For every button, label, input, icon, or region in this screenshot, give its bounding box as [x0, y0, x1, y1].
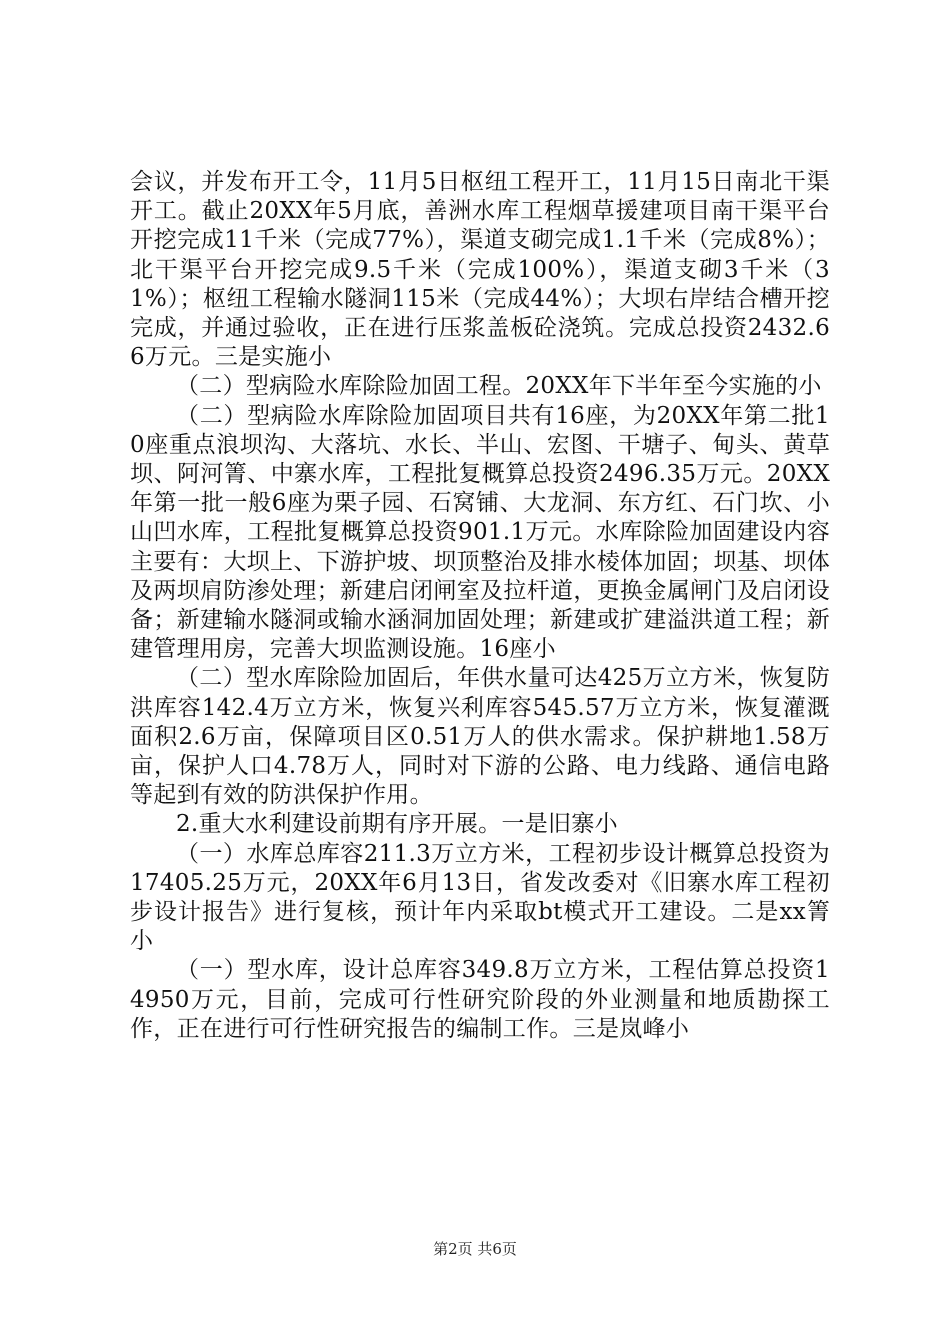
paragraph: （二）型病险水库除险加固项目共有16座，为20XX年第二批10座重点浪坝沟、大落坑、水长、半山、宏图、干塘子、甸头、黄草坝、阿河箐、中寨水库，工程批复概算总投资2496.35万元。20XX年第一批一般6座为栗子园、石窝铺、大龙洞、东方红、石门坎、小山凹水库，工程批复概算总投资901.1万元。水库除险加固建设内容主要有：大坝上、下游护坡、坝顶整治及排水棱体加固；坝基、坝体及两坝肩防渗处理；新建启闭闸室及拉杆道，更换金属闸门及启闭设备；新建输水隧洞或输水涵洞加固处理；新建或扩建溢洪道工程；新建管理用房，完善大坝监测设施。16座小 [130, 402, 830, 663]
document-body [130, 168, 830, 1044]
page-footer [0, 1238, 950, 1259]
paragraph: （一）型水库，设计总库容349.8万立方米，工程估算总投资14950万元，目前，完成可行性研究阶段的外业测量和地质勘探工作，正在进行可行性研究报告的编制工作。三是岚峰小 [130, 957, 830, 1042]
paragraph: 会议，并发布开工令，11月5日枢纽工程开工，11月15日南北干渠开工。截止20XX年5月底，善洲水库工程烟草援建项目南干渠平台开挖完成11千米（完成77%），渠道支砌完成1.1千米（完成8%）；北干渠平台开挖完成9.5千米（完成100%），渠道支砌3千米（31%）；枢纽工程输水隧洞115米（完成44%）；大坝右岸结合槽开挖完成，并通过验收，正在进行压浆盖板砼浇筑。完成总投资2432.66万元。三是实施小 [130, 169, 830, 371]
paragraph: 2.重大水利建设前期有序开展。一是旧寨小 [176, 811, 618, 838]
paragraph: （二）型水库除险加固后，年供水量可达425万立方米，恢复防洪库容142.4万立方米，恢复兴利库容545.57万立方米，恢复灌溉面积2.6万亩，保障项目区0.51万人的供水需求。保护耕地1.58万亩，保护人口4.78万人，同时对下游的公路、电力线路、通信电路等起到有效的防洪保护作用。 [130, 665, 830, 809]
paragraph: （一）水库总库容211.3万立方米，工程初步设计概算总投资为17405.25万元，20XX年6月13日，省发改委对《旧寨水库工程初步设计报告》进行复核，预计年内采取bt模式开工建设。二是xx箐小 [130, 840, 830, 955]
page-number-label: 第2页 共6页 [433, 1240, 517, 1258]
paragraph: （二）型病险水库除险加固工程。20XX年下半年至今实施的小 [176, 373, 822, 400]
